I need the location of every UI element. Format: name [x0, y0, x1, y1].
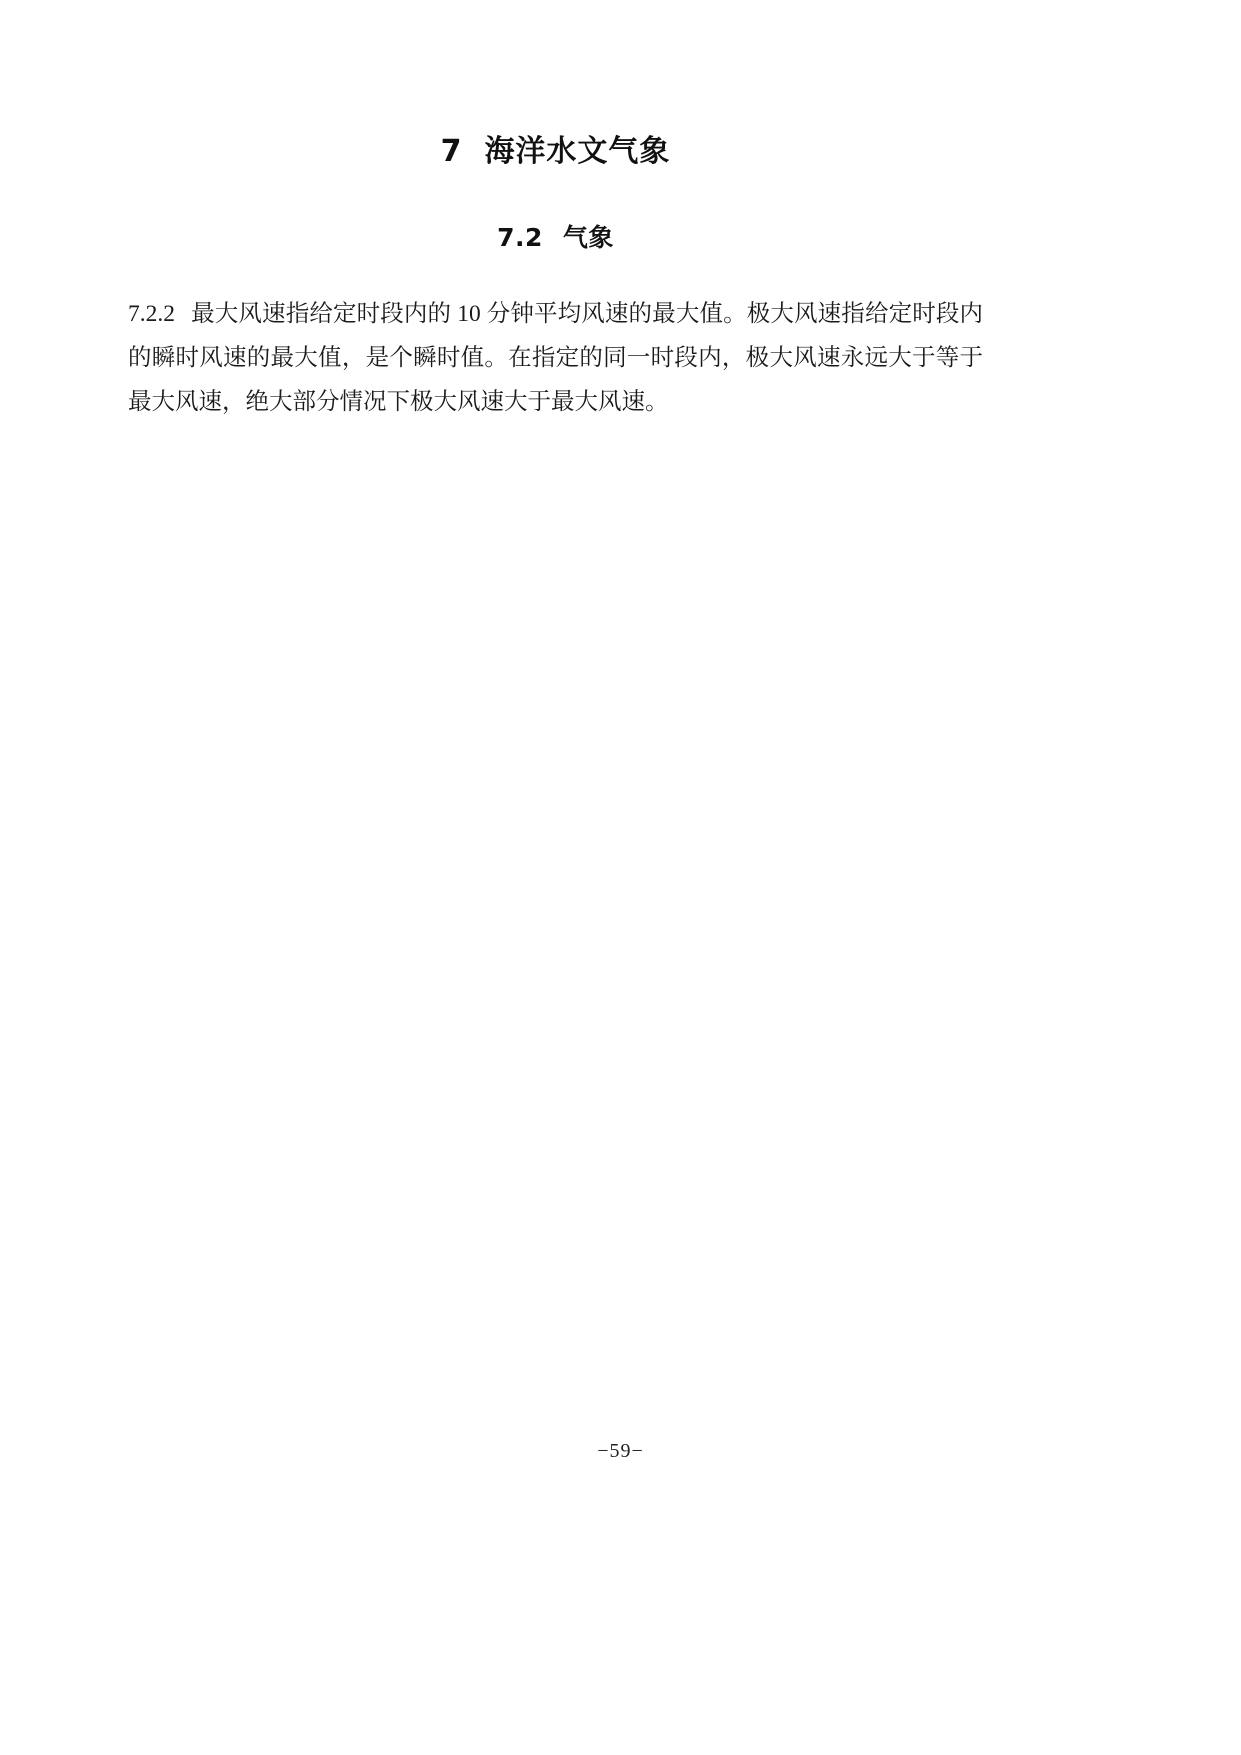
chapter-title-text: 海洋水文气象: [484, 134, 671, 169]
chapter-number: 7: [440, 134, 463, 169]
section-title-text: 气象: [562, 223, 614, 252]
page-content: [128, 0, 983, 448]
section-number: 7.2: [497, 223, 543, 252]
chapter-heading: [128, 126, 983, 170]
page-number: −59−: [597, 1440, 644, 1462]
clause-number: 7.2.2: [128, 301, 175, 327]
clause-text: 最大风速指给定时段内的 10 分钟平均风速的最大值。极大风速指给定时段内的瞬时风速的最大值，是个瞬时值。在指定的同一时段内，极大风速永远大于等于最大风速，绝大部分情况下极大风速大于最大风速。: [128, 301, 983, 415]
clause-paragraph: [128, 292, 983, 424]
section-heading: [128, 218, 983, 254]
page-footer: [0, 1440, 1241, 1463]
